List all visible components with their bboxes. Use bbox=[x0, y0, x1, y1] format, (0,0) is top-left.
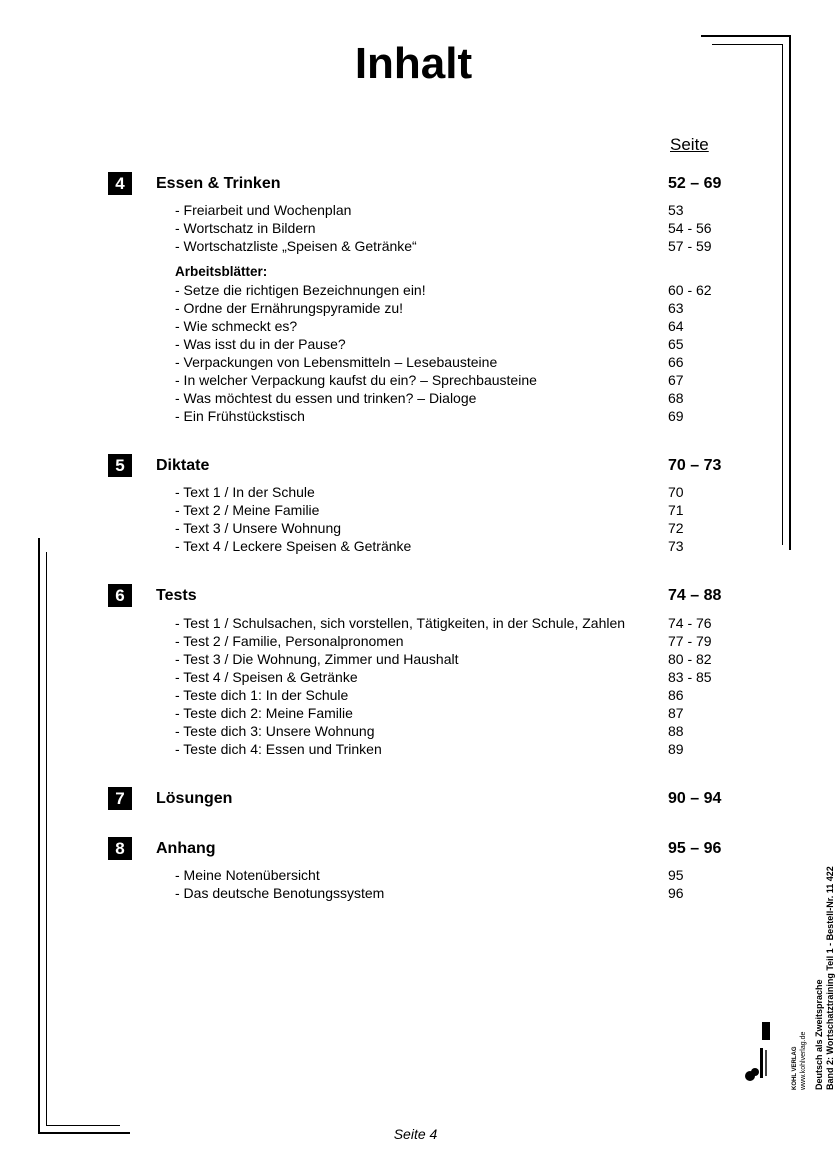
item-page: 88 bbox=[668, 723, 684, 739]
item-page: 64 bbox=[668, 318, 684, 334]
list-item bbox=[0, 537, 827, 555]
chapter-pages: 74 – 88 bbox=[668, 587, 722, 604]
item-text: - Text 2 / Meine Familie bbox=[175, 502, 320, 518]
chapter-8-heading bbox=[0, 837, 827, 859]
item-page: 87 bbox=[668, 705, 684, 721]
page-footer: Seite 4 bbox=[393, 1126, 438, 1142]
item-page: 80 - 82 bbox=[668, 651, 712, 667]
subsection-heading: Arbeitsblätter: bbox=[175, 264, 268, 279]
item-page: 65 bbox=[668, 336, 684, 352]
list-item bbox=[0, 519, 827, 537]
item-page: 73 bbox=[668, 538, 684, 554]
item-page: 74 - 76 bbox=[668, 615, 712, 631]
item-page: 57 - 59 bbox=[668, 238, 712, 254]
item-page: 70 bbox=[668, 484, 684, 500]
item-text: - Freiarbeit und Wochenplan bbox=[175, 202, 352, 218]
item-text: - Setze die richtigen Bezeichnungen ein! bbox=[175, 282, 426, 298]
list-item bbox=[0, 407, 827, 425]
list-item bbox=[0, 632, 827, 650]
frame-top-right-outer bbox=[701, 35, 791, 37]
list-item bbox=[0, 686, 827, 704]
item-page: 67 bbox=[668, 372, 684, 388]
list-item bbox=[0, 371, 827, 389]
item-page: 54 - 56 bbox=[668, 220, 712, 236]
side-info-publisher: KOHL VERLAG bbox=[792, 1046, 798, 1090]
list-item bbox=[0, 704, 827, 722]
item-text: - Wortschatz in Bildern bbox=[175, 220, 316, 236]
item-text: - Was isst du in der Pause? bbox=[175, 336, 346, 352]
item-page: 69 bbox=[668, 408, 684, 424]
chapter-title: Tests bbox=[156, 587, 197, 604]
list-item bbox=[0, 281, 827, 299]
item-page: 86 bbox=[668, 687, 684, 703]
chapter-number-badge: 8 bbox=[108, 837, 132, 860]
list-item bbox=[0, 219, 827, 237]
list-item bbox=[0, 614, 827, 632]
item-text: - Text 3 / Unsere Wohnung bbox=[175, 520, 342, 536]
item-text: - Was möchtest du essen und trinken? – Dialoge bbox=[175, 390, 477, 406]
item-text: - In welcher Verpackung kaufst du ein? – Sprechbausteine bbox=[175, 372, 537, 388]
list-item bbox=[0, 353, 827, 371]
chapter-pages: 52 – 69 bbox=[668, 175, 722, 192]
side-info-line2: Band 2: Wortschatztraining Teil 1 - Bestell-Nr. 11 422 bbox=[825, 866, 835, 1090]
page-title: Inhalt bbox=[354, 39, 473, 88]
chapter-4-heading bbox=[0, 172, 827, 194]
item-page: 60 - 62 bbox=[668, 282, 712, 298]
publisher-logo bbox=[742, 1020, 772, 1090]
list-item bbox=[0, 722, 827, 740]
item-text: - Teste dich 4: Essen und Trinken bbox=[175, 741, 382, 757]
list-item bbox=[0, 201, 827, 219]
item-page: 66 bbox=[668, 354, 684, 370]
list-item bbox=[0, 237, 827, 255]
list-item bbox=[0, 668, 827, 686]
item-text: - Text 1 / In der Schule bbox=[175, 484, 315, 500]
list-item bbox=[0, 650, 827, 668]
chapter-number-badge: 4 bbox=[108, 172, 132, 195]
item-text: - Test 1 / Schulsachen, sich vorstellen, Tätigkeiten, in der Schule, Zahlen bbox=[175, 615, 626, 631]
list-item bbox=[0, 483, 827, 501]
chapter-title: Lösungen bbox=[156, 790, 233, 807]
side-info bbox=[790, 866, 836, 1090]
item-page: 63 bbox=[668, 300, 684, 316]
item-text: - Verpackungen von Lebensmitteln – Lesebausteine bbox=[175, 354, 498, 370]
chapter-pages: 70 – 73 bbox=[668, 457, 722, 474]
item-text: - Wortschatzliste „Speisen & Getränke“ bbox=[175, 238, 417, 254]
chapter-number-badge: 7 bbox=[108, 787, 132, 810]
list-item bbox=[0, 866, 827, 884]
item-page: 68 bbox=[668, 390, 684, 406]
item-page: 71 bbox=[668, 502, 684, 518]
chapter-5-heading bbox=[0, 454, 827, 476]
item-text: - Teste dich 2: Meine Familie bbox=[175, 705, 353, 721]
list-item bbox=[0, 335, 827, 353]
side-info-website: www.kohlverlag.de bbox=[800, 1031, 807, 1090]
item-page: 77 - 79 bbox=[668, 633, 712, 649]
list-item bbox=[0, 389, 827, 407]
item-text: - Wie schmeckt es? bbox=[175, 318, 298, 334]
chapter-pages: 95 – 96 bbox=[668, 840, 722, 857]
list-item bbox=[0, 317, 827, 335]
item-page: 95 bbox=[668, 867, 684, 883]
chapter-7-heading bbox=[0, 787, 827, 809]
list-item bbox=[0, 299, 827, 317]
chapter-title: Anhang bbox=[156, 840, 216, 857]
list-item bbox=[0, 501, 827, 519]
item-text: - Das deutsche Benotungssystem bbox=[175, 885, 385, 901]
list-item bbox=[0, 884, 827, 902]
item-text: - Teste dich 3: Unsere Wohnung bbox=[175, 723, 375, 739]
chapter-number-badge: 6 bbox=[108, 584, 132, 607]
item-text: - Meine Notenübersicht bbox=[175, 867, 320, 883]
item-page: 72 bbox=[668, 520, 684, 536]
item-text: - Teste dich 1: In der Schule bbox=[175, 687, 349, 703]
item-text: - Ein Frühstückstisch bbox=[175, 408, 305, 424]
item-page: 89 bbox=[668, 741, 684, 757]
item-text: - Test 3 / Die Wohnung, Zimmer und Haushalt bbox=[175, 651, 459, 667]
chapter-title: Diktate bbox=[156, 457, 210, 474]
chapter-6-heading bbox=[0, 584, 827, 606]
chapter-number-badge: 5 bbox=[108, 454, 132, 477]
chapter-title: Essen & Trinken bbox=[156, 175, 281, 192]
item-text: - Test 4 / Speisen & Getränke bbox=[175, 669, 358, 685]
item-text: - Ordne der Ernährungspyramide zu! bbox=[175, 300, 403, 316]
item-page: 53 bbox=[668, 202, 684, 218]
side-info-line1: Deutsch als Zweitsprache bbox=[814, 979, 824, 1090]
item-page: 83 - 85 bbox=[668, 669, 712, 685]
page-column-header: Seite bbox=[670, 135, 709, 154]
item-text: - Text 4 / Leckere Speisen & Getränke bbox=[175, 538, 412, 554]
list-item bbox=[0, 740, 827, 758]
item-page: 96 bbox=[668, 885, 684, 901]
item-text: - Test 2 / Familie, Personalpronomen bbox=[175, 633, 404, 649]
chapter-pages: 90 – 94 bbox=[668, 790, 722, 807]
